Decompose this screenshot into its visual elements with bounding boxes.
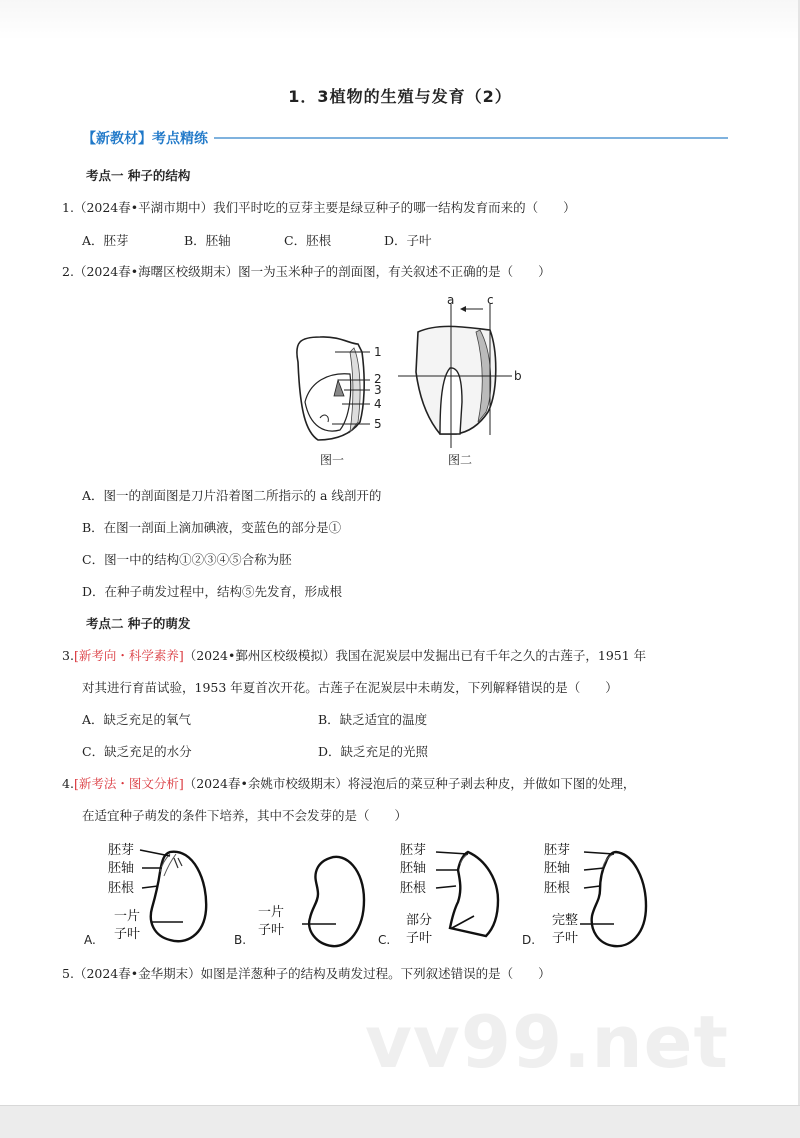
label: 子叶 (114, 927, 141, 942)
label: 子叶 (406, 931, 433, 946)
question-source: （2024春•余姚市校级期末） (183, 776, 348, 791)
label: 胚芽 (108, 843, 135, 858)
section-header (82, 128, 728, 148)
viewer-top-band (0, 0, 800, 40)
question-stem: 我们平时吃的豆芽主要是绿豆种子的哪一结构发育而来的（ ） (213, 200, 576, 215)
figure-1-corn-section (297, 337, 382, 467)
label: 部分 (406, 913, 433, 928)
label: 一片 (114, 909, 141, 924)
q1-option-a: A．胚芽 (82, 233, 129, 248)
question-tag: [新考向・科学素养] (73, 648, 184, 663)
question-source: （2024春•金华期末） (73, 966, 201, 981)
section-header-rule (214, 137, 728, 139)
q3-option-d: D．缺乏充足的光照 (318, 744, 429, 759)
label: 胚根 (544, 881, 571, 896)
q3-option-a: A．缺乏充足的氧气 (82, 712, 192, 727)
q3-option-b: B．缺乏适宜的温度 (318, 712, 428, 727)
label: 胚根 (400, 881, 427, 896)
kaodian-1-title: 考点一 种子的结构 (86, 168, 191, 183)
question-stem-line1: 将浸泡后的菜豆种子剥去种皮，并做如下图的处理， (347, 776, 636, 791)
fig2-label-b: b (514, 369, 522, 383)
q2-option-a: A．图一的剖面图是刀片沿着图二所指示的 a 线剖开的 (82, 488, 382, 503)
label: 胚根 (108, 881, 135, 896)
q2-option-c: C．图一中的结构①②③④⑤合称为胚 (82, 552, 292, 567)
label: 一片 (258, 905, 285, 920)
label: 完整 (552, 913, 579, 928)
label: 子叶 (258, 923, 285, 938)
label: 胚轴 (544, 861, 571, 876)
question-stem-line1: 我国在泥炭层中发掘出已有千年之久的古莲子，1951 年 (335, 648, 647, 663)
bean-figure-c (378, 843, 498, 947)
label: 胚芽 (400, 843, 427, 858)
question-stem: 如图是洋葱种子的结构及萌发过程。下列叙述错误的是（ ） (200, 966, 551, 981)
question-stem: 图一为玉米种子的剖面图，有关叙述不正确的是（ ） (238, 264, 551, 279)
figure-2-corn-seed (398, 293, 522, 467)
option-letter: D. (522, 933, 536, 947)
question-3-line2: 对其进行育苗试验，1953 年夏首次开花。古莲子在泥炭层中未萌发，下列解释错误的是（ ） (82, 680, 618, 695)
question-4 (62, 774, 635, 792)
question-number: 5. (62, 966, 74, 981)
label: 胚轴 (108, 861, 135, 876)
page-title: 1．3植物的生殖与发育（2） (288, 87, 512, 106)
question-number: 3. (62, 648, 74, 663)
question-5 (62, 964, 551, 982)
fig1-label-3: 3 (374, 383, 382, 397)
fig2-label-a: a (447, 293, 455, 307)
fig1-label-2: 2 (374, 372, 382, 386)
label: 子叶 (552, 931, 579, 946)
fig1-label-1: 1 (374, 345, 382, 359)
question-source: （2024春•海曙区校级期末） (73, 264, 239, 279)
option-letter: B. (234, 933, 247, 947)
q3-option-c: C．缺乏充足的水分 (82, 744, 192, 759)
option-letter: A. (84, 933, 96, 947)
label: 胚芽 (544, 843, 571, 858)
bean-seed-figures (78, 830, 698, 952)
question-1 (62, 198, 576, 216)
bean-figure-b (234, 857, 364, 947)
fig1-label-5: 5 (374, 417, 382, 431)
q2-option-b: B．在图一剖面上滴加碘液，变蓝色的部分是① (82, 520, 342, 535)
fig1-label-4: 4 (374, 397, 382, 411)
q1-option-b: B．胚轴 (184, 233, 231, 248)
fig2-label-c: c (487, 293, 494, 307)
question-source: （2024春•平湖市期中） (73, 200, 214, 215)
question-number: 4. (62, 776, 74, 791)
question-tag: [新考法・图文分析] (73, 776, 184, 791)
question-number: 1. (62, 200, 74, 215)
question-2 (62, 262, 551, 280)
label: 胚轴 (400, 861, 427, 876)
q1-option-c: C．胚根 (284, 233, 332, 248)
question-number: 2. (62, 264, 74, 279)
fig2-caption: 图二 (448, 453, 473, 467)
section-header-label: 【新教材】考点精练 (82, 131, 208, 147)
q2-option-d: D．在种子萌发过程中，结构⑤先发育，形成根 (82, 584, 343, 599)
bean-figure-a (84, 843, 206, 947)
viewer-bottom-band (0, 1105, 800, 1138)
question-source: （2024•鄞州区校级模拟） (183, 648, 336, 663)
option-letter: C. (378, 933, 391, 947)
watermark: vv99.net (365, 1000, 729, 1084)
question-3 (62, 646, 646, 664)
corn-seed-figure (280, 292, 530, 472)
bean-figure-d (522, 843, 646, 947)
q1-option-d: D．子叶 (384, 233, 432, 248)
question-4-line2: 在适宜种子萌发的条件下培养，其中不会发芽的是（ ） (82, 808, 408, 823)
fig1-caption: 图一 (320, 453, 345, 467)
kaodian-2-title: 考点二 种子的萌发 (86, 616, 191, 631)
